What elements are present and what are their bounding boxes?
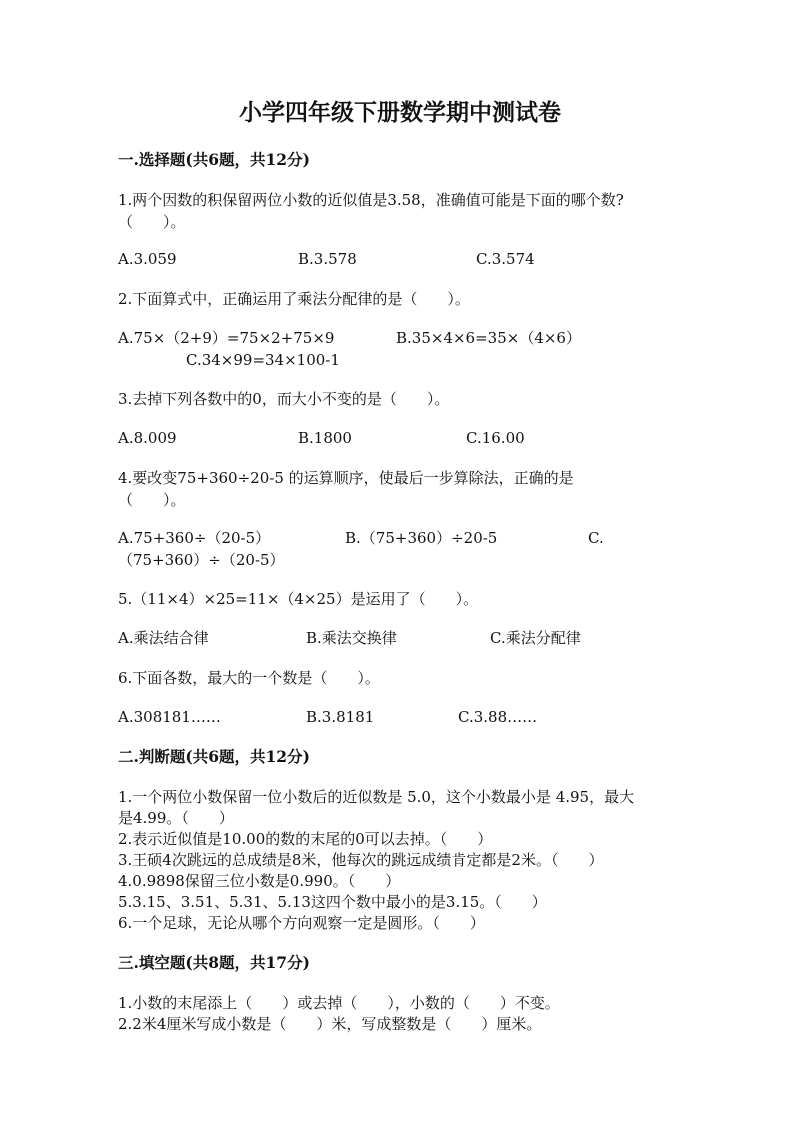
question-5-option-c: C.乘法分配律 [490, 629, 581, 647]
section-heading-fill-in: 三.填空题(共8题，共17分) [118, 953, 310, 972]
question-4-option-c-label: C. [588, 529, 604, 547]
question-3-option-a: A.8.009 [118, 429, 177, 447]
tf-line-3: 2.表示近似值是10.00的数的末尾的0可以去掉。（ ） [118, 830, 493, 848]
question-3-stem: 3.去掉下列各数中的0，而大小不变的是（ ）。 [118, 390, 450, 408]
question-2-option-b: B.35×4×6=35×（4×6） [396, 329, 581, 347]
question-4-stem-cont: （ ）。 [118, 491, 186, 509]
question-6-option-a: A.308181…… [118, 708, 221, 726]
question-6-option-c: C.3.88…… [458, 708, 538, 726]
section-heading-choice: 一.选择题(共6题，共12分) [118, 150, 310, 169]
tf-line-1: 1.一个两位小数保留一位小数后的近似数是 5.0，这个小数最小是 4.95，最大 [118, 788, 635, 806]
question-6-stem: 6.下面各数，最大的一个数是（ ）。 [118, 669, 380, 687]
question-5-option-a: A.乘法结合律 [118, 629, 209, 647]
question-4-option-c-text: （75+360）÷（20-5） [118, 551, 285, 569]
tf-line-4: 3.王硕4次跳远的总成绩是8米，他每次的跳远成绩肯定都是2米。（ ） [118, 851, 604, 869]
fill-line-1: 1.小数的末尾添上（ ）或去掉（ ），小数的（ ）不变。 [118, 994, 560, 1012]
question-3-option-b: B.1800 [298, 429, 352, 447]
tf-line-2: 是4.99。（ ） [118, 809, 234, 827]
page-title: 小学四年级下册数学期中测试卷 [239, 99, 561, 126]
question-6-option-b: B.3.8181 [306, 708, 375, 726]
tf-line-6: 5.3.15、3.51、5.31、5.13这四个数中最小的是3.15。（ ） [118, 893, 547, 911]
question-5-stem: 5.（11×4）×25=11×（4×25）是运用了（ ）。 [118, 590, 479, 608]
question-4-option-a: A.75+360÷（20-5） [118, 529, 271, 547]
question-4-option-b: B.（75+360）÷20-5 [345, 529, 498, 547]
question-2-stem: 2.下面算式中，正确运用了乘法分配律的是（ ）。 [118, 290, 470, 308]
tf-line-7: 6.一个足球，无论从哪个方向观察一定是圆形。（ ） [118, 914, 485, 932]
question-3-option-c: C.16.00 [466, 429, 525, 447]
question-1-option-b: B.3.578 [298, 250, 357, 268]
question-1-option-c: C.3.574 [476, 250, 535, 268]
question-1-option-a: A.3.059 [118, 250, 177, 268]
question-1-stem-cont: （ ）。 [118, 213, 186, 231]
question-2-option-a: A.75×（2+9）=75×2+75×9 [118, 329, 335, 347]
tf-line-5: 4.0.9898保留三位小数是0.990。（ ） [118, 872, 401, 890]
question-2-option-c: C.34×99=34×100-1 [186, 351, 340, 369]
question-5-option-b: B.乘法交换律 [306, 629, 397, 647]
section-heading-true-false: 二.判断题(共6题，共12分) [118, 747, 310, 766]
fill-line-2: 2.2米4厘米写成小数是（ ）米，写成整数是（ ）厘米。 [118, 1015, 542, 1033]
question-4-stem: 4.要改变75+360÷20-5 的运算顺序，使最后一步算除法，正确的是 [118, 469, 574, 487]
question-1-stem: 1.两个因数的积保留两位小数的近似值是3.58，准确值可能是下面的哪个数? [118, 191, 624, 209]
